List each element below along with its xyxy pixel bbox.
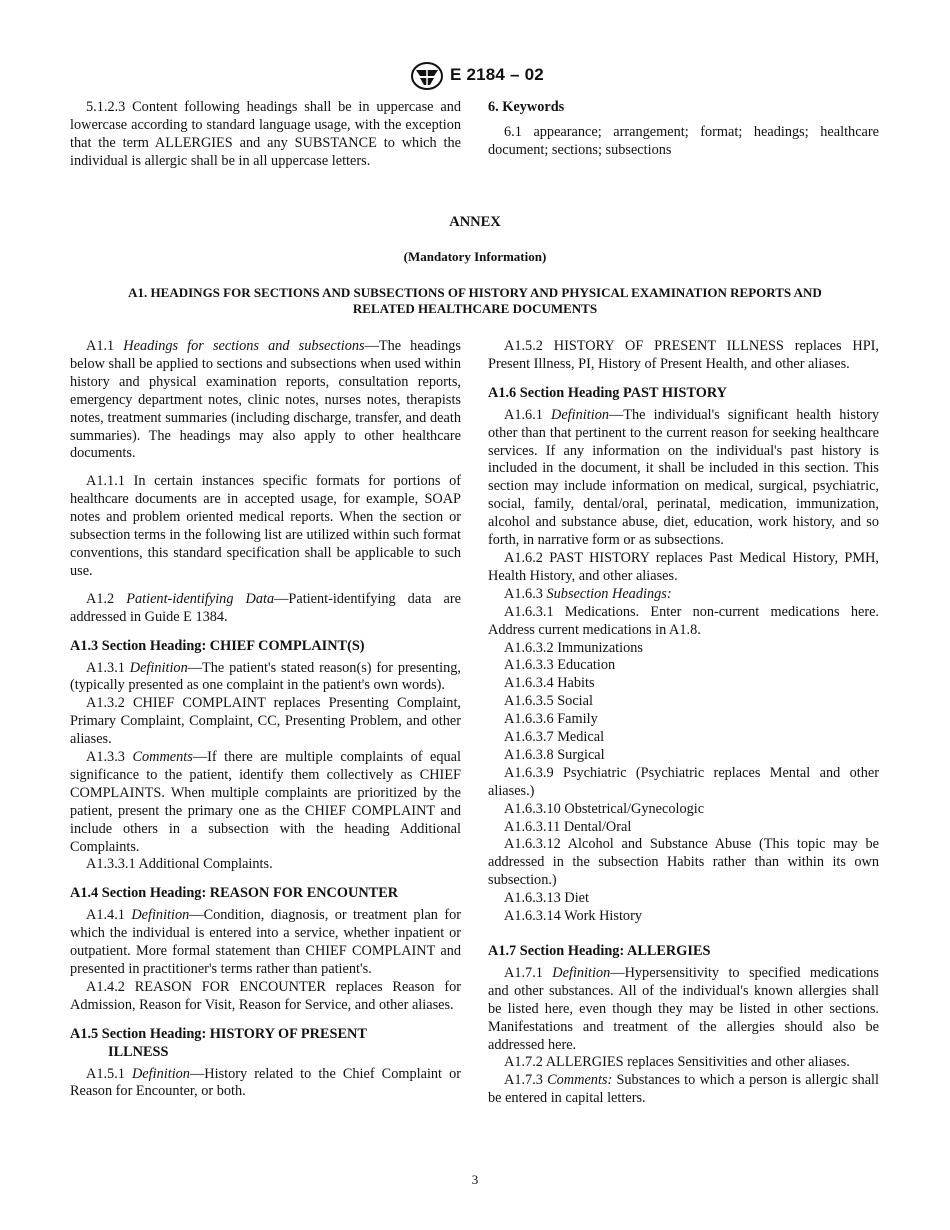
para-a1-6-3-11: A1.6.3.11 Dental/Oral [504, 818, 632, 835]
para-a1-6-3-1: A1.6.3.1 Medications. Enter non-current medications here. Address current medications in A1.8. [488, 603, 879, 638]
para-a1-2-text: —Patient-identifying data are addressed in Guide E 1384. [70, 590, 462, 625]
heading-a1-3: A1.3 Section Heading: CHIEF COMPLAINT(S) [70, 637, 365, 654]
para-a1-6-3-12: A1.6.3.12 Alcohol and Substance Abuse (This topic may be addressed in the subsection Habits rather than within its own subsection.) [488, 836, 879, 889]
para-a1-7-1 [488, 965, 879, 1055]
para-a1-3-3-1: A1.3.3.1 Additional Complaints. [86, 856, 273, 873]
para-a1-1-num: A1.1 [86, 338, 115, 354]
para-a1-6-1-num: A1.6.1 [504, 406, 543, 423]
para-a1-2-num: A1.2 [86, 590, 115, 607]
list-item: A1.6.3.8 Surgical [504, 746, 605, 763]
para-a1-6-3-13: A1.6.3.13 Diet [504, 890, 589, 907]
paragraph-5-1-2-3: 5.1.2.3 Content following headings shall be in uppercase and lowercase according to standard language usage, with the exception that the term ALLERGIES and any SUBSTANCE to which the individual is allergic shall be in all uppercase letters. [70, 99, 461, 169]
keywords-paragraph: 6.1 appearance; arrangement; format; headings; healthcare document; sections; subsections [488, 123, 879, 158]
heading-a1-5 [70, 1026, 461, 1062]
para-a1-4-1-num: A1.4.1 [86, 907, 125, 924]
para-a1-3-3-text: —If there are multiple complaints of equal significance to the patient, identify them collectively as CHIEF COMPLAINTS. When multiple complaints are prioritized by the patient, present the primary one as the CHIEF COMPLAINT and include others in a subsection with the heading Additional Complaints. [70, 749, 461, 855]
para-a1-6-3-num: A1.6.3 [504, 585, 543, 602]
heading-a1-5-line1: A1.5 Section Heading: HISTORY OF PRESENT [70, 1025, 367, 1042]
page-number: 3 [471, 1172, 479, 1187]
para-a1-5-2: A1.5.2 HISTORY OF PRESENT ILLNESS replaces HPI, Present Illness, PI, History of Present Health, and other aliases. [488, 338, 879, 372]
list-item: A1.6.3.2 Immunizations [504, 639, 643, 656]
astm-logo-icon [410, 61, 444, 91]
annex-subtitle: (Mandatory Information) [403, 249, 547, 264]
heading-a1-7: A1.7 Section Heading: ALLERGIES [488, 943, 711, 959]
para-a1-3-3 [70, 749, 461, 856]
para-a1-6-3-14: A1.6.3.14 Work History [504, 908, 642, 925]
annex-heading-line1: A1. HEADINGS FOR SECTIONS AND SUBSECTIONS OF HISTORY AND PHYSICAL EXAMINATION REPORTS AND [128, 285, 822, 300]
para-a1-7-3-num: A1.7.3 [504, 1072, 543, 1089]
list-item: A1.6.3.6 Family [504, 711, 598, 728]
para-a1-3-1-term: Definition [129, 659, 188, 676]
list-item: A1.6.3.3 Education [504, 657, 616, 674]
para-a1-6-3-9: A1.6.3.9 Psychiatric (Psychiatric replaces Mental and other aliases.) [488, 764, 879, 799]
list-item: A1.6.3.7 Medical [504, 729, 605, 746]
para-a1-6-1 [488, 407, 879, 550]
para-a1-6-3 [488, 586, 879, 604]
para-a1-5-1-term: Definition [131, 1065, 190, 1082]
left-column [70, 338, 461, 1101]
annex-title: ANNEX [449, 214, 501, 230]
para-a1-5-1-text: —History related to the Chief Complaint or Reason for Encounter, or both. [70, 1065, 461, 1100]
right-column [488, 338, 879, 1108]
top-left-column [70, 99, 461, 171]
para-a1-6-2: A1.6.2 PAST HISTORY replaces Past Medical History, PMH, Health History, and other aliases. [488, 549, 879, 584]
para-a1-7-1-term: Definition [552, 964, 611, 981]
document-id: E 2184 – 02 [450, 65, 544, 84]
para-a1-3-3-term: Comments [132, 749, 193, 766]
heading-a1-6: A1.6 Section Heading PAST HISTORY [488, 384, 728, 401]
para-a1-1 [70, 338, 461, 463]
para-a1-1-term: Headings for sections and subsections [123, 338, 365, 354]
para-a1-7-3-term: Comments: [547, 1072, 613, 1089]
page-header [0, 64, 950, 90]
list-item: A1.6.3.5 Social [504, 693, 593, 710]
heading-a1-5-line2: ILLNESS [108, 1043, 169, 1060]
subsection-list [488, 640, 879, 765]
para-a1-6-1-text: —The individual's significant health history other than that pertinent to the current reason for seeking healthcare services. If any information on the individual's past history is included in the document, it shall be included in this section. This section may include information on medical, surgical, psychiatric, social, family, dental/oral, perinatal, medication, immunization, alcohol and substance abuse, diet, education, work history, and so forth, in narrative form or as subsections. [488, 406, 879, 549]
para-a1-3-2: A1.3.2 CHIEF COMPLAINT replaces Presenting Complaint, Primary Complaint, Complaint, CC, Presenting Problem, and other aliases. [70, 695, 461, 748]
para-a1-7-3-text: Substances to which a person is allergic shall be entered in capital letters. [488, 1072, 879, 1107]
para-a1-6-1-term: Definition [551, 406, 609, 423]
para-a1-7-1-num: A1.7.1 [504, 964, 543, 981]
para-a1-4-1 [70, 907, 461, 979]
para-a1-3-1-text: —The patient's stated reason(s) for presenting, (typically presented as one complaint in the patient's own words). [70, 659, 461, 694]
para-a1-5-1-num: A1.5.1 [86, 1065, 125, 1082]
annex-heading [0, 285, 950, 317]
para-a1-2-term: Patient-identifying Data [126, 590, 275, 607]
para-a1-1-1: A1.1.1 In certain instances specific formats for portions of healthcare documents are in accepted usage, for example, SOAP notes and problem oriented medical reports. When the section or subsection terms in the following list are utilized within such format conventions, this standard specification shall be applicable to such use. [70, 473, 461, 579]
para-a1-4-1-text: —Condition, diagnosis, or treatment plan for which the individual is entered into a service, whether inpatient or outpatient. More formal statement than CHIEF COMPLAINT and presented in practitioner's terms rather than patient's. [70, 907, 462, 977]
para-a1-2 [70, 591, 461, 627]
para-a1-3-3-num: A1.3.3 [86, 749, 125, 766]
list-item: A1.6.3.4 Habits [504, 675, 595, 692]
para-a1-3-1-num: A1.3.1 [86, 659, 125, 676]
top-right-column [488, 99, 879, 160]
heading-a1-4: A1.4 Section Heading: REASON FOR ENCOUNTER [70, 885, 399, 902]
para-a1-1-text: —The headings below shall be applied to sections and subsections when used within history and physical examination reports, consultation reports, emergency department notes, clinic notes, nurses notes, therapists notes, treatment summaries (including discharge, transfer, and death summaries). The headings may also apply to other healthcare documents. [70, 338, 461, 462]
annex-heading-line2: RELATED HEALTHCARE DOCUMENTS [352, 301, 598, 316]
para-a1-7-1-text: —Hypersensitivity to specified medications and other substances. All of the individual's known allergies shall be listed here, even though they may be listed in other sections. Manifestations and treatment of the allergies should also be addressed here. [488, 964, 879, 1053]
para-a1-7-2: A1.7.2 ALLERGIES replaces Sensitivities and other aliases. [504, 1054, 850, 1071]
para-a1-6-3-10: A1.6.3.10 Obstetrical/Gynecologic [504, 800, 705, 817]
para-a1-7-3 [488, 1072, 879, 1108]
para-a1-6-3-term: Subsection Headings: [546, 585, 672, 602]
para-a1-3-1 [70, 660, 461, 696]
keywords-heading: 6. Keywords [488, 99, 565, 115]
para-a1-5-1 [70, 1066, 461, 1102]
para-a1-4-1-term: Definition [131, 907, 190, 924]
para-a1-4-2: A1.4.2 REASON FOR ENCOUNTER replaces Reason for Admission, Reason for Visit, Reason for Service, and other aliases. [70, 978, 461, 1013]
